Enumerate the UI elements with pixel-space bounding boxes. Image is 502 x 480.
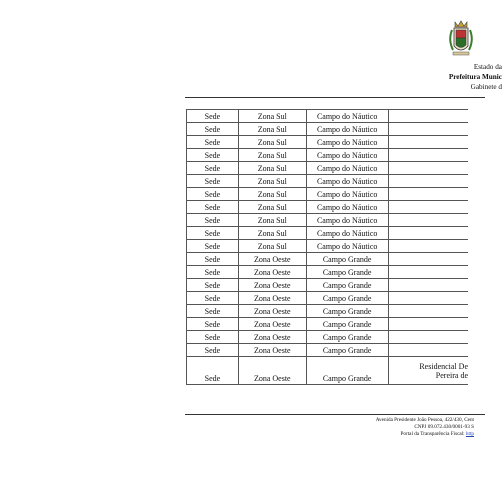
table-cell-c3: Campo Grande: [306, 266, 388, 279]
table-cell-c1: Sede: [187, 318, 239, 331]
table-row: [187, 110, 469, 123]
table-cell-c3: Campo do Náutico: [306, 162, 388, 175]
table-cell-c3: Campo do Náutico: [306, 227, 388, 240]
table-cell-c1: Sede: [187, 292, 239, 305]
table-cell-c2: Zona Oeste: [238, 357, 306, 385]
table-row: [187, 188, 469, 201]
footer-portal: [401, 431, 475, 438]
table-cell-c2: Zona Sul: [238, 201, 306, 214]
data-table: [186, 109, 468, 385]
table-cell-c4: [388, 227, 468, 240]
table-cell-c2: Zona Sul: [238, 214, 306, 227]
table-cell-c1: Sede: [187, 136, 239, 149]
table-cell-c3: Campo do Náutico: [306, 110, 388, 123]
table-row: [187, 201, 469, 214]
header-divider: [185, 97, 485, 98]
table-cell-c2: Zona Oeste: [238, 266, 306, 279]
table-row: [187, 123, 469, 136]
table-cell-c1: Sede: [187, 123, 239, 136]
table-cell-c1: Sede: [187, 201, 239, 214]
table-cell-c1: Sede: [187, 214, 239, 227]
table-cell-c1: Sede: [187, 357, 239, 385]
table-cell-c1: Sede: [187, 331, 239, 344]
table-row: [187, 149, 469, 162]
table-cell-c4: [388, 305, 468, 318]
table-cell-c3: Campo Grande: [306, 357, 388, 385]
table-cell-c2: Zona Sul: [238, 110, 306, 123]
table-row: [187, 279, 469, 292]
table-cell-c2: Zona Sul: [238, 136, 306, 149]
table-cell-c3: Campo do Náutico: [306, 214, 388, 227]
table-row: [187, 240, 469, 253]
table-cell-c1: Sede: [187, 240, 239, 253]
table-cell-c1: Sede: [187, 162, 239, 175]
table-cell-c2: Zona Sul: [238, 123, 306, 136]
table-cell-c4: [388, 123, 468, 136]
table-cell-c2: Zona Sul: [238, 175, 306, 188]
table-cell-c2: Zona Oeste: [238, 292, 306, 305]
table-cell-c3: Campo Grande: [306, 331, 388, 344]
table-cell-c4: [388, 279, 468, 292]
table-row: [187, 227, 469, 240]
table-cell-c3: Campo Grande: [306, 279, 388, 292]
table-cell-c2: Zona Oeste: [238, 253, 306, 266]
table-cell-c2: Zona Oeste: [238, 305, 306, 318]
table-cell-c4: [388, 149, 468, 162]
table-row: [187, 318, 469, 331]
table-cell-c2: Zona Sul: [238, 162, 306, 175]
table-cell-c2: Zona Oeste: [238, 318, 306, 331]
table-row: [187, 214, 469, 227]
table-cell-c2: Zona Oeste: [238, 331, 306, 344]
table-row: [187, 253, 469, 266]
table-cell-c1: Sede: [187, 188, 239, 201]
table-cell-c1: Sede: [187, 305, 239, 318]
table-row: [187, 175, 469, 188]
footer-portal-label: Portal da Transparência Fiscal:: [400, 431, 466, 437]
table-row: [187, 357, 469, 385]
table-cell-c4: [388, 344, 468, 357]
table-cell-c4: [388, 240, 468, 253]
table-cell-c2: Zona Sul: [238, 240, 306, 253]
table-cell-c1: Sede: [187, 279, 239, 292]
table-row: [187, 344, 469, 357]
footer-divider: [185, 414, 485, 415]
table-row: [187, 266, 469, 279]
header-state-line: Estado da: [473, 63, 502, 71]
table-cell-c2: Zona Oeste: [238, 279, 306, 292]
table-cell-c3: Campo do Náutico: [306, 123, 388, 136]
table-cell-c3: Campo do Náutico: [306, 240, 388, 253]
table-cell-c2: Zona Sul: [238, 149, 306, 162]
table-cell-c3: Campo Grande: [306, 344, 388, 357]
table-cell-c3: Campo do Náutico: [306, 201, 388, 214]
table-cell-c3: Campo Grande: [306, 305, 388, 318]
table-cell-c4: [388, 266, 468, 279]
table-cell-c1: Sede: [187, 175, 239, 188]
table-cell-c2: Zona Oeste: [238, 344, 306, 357]
table-cell-c3: Campo do Náutico: [306, 175, 388, 188]
table-cell-c3: Campo Grande: [306, 292, 388, 305]
table-cell-c4: Residencial De Pereira de: [388, 357, 468, 385]
table-cell-c2: Zona Sul: [238, 188, 306, 201]
table-cell-c1: Sede: [187, 227, 239, 240]
table-cell-c4: [388, 175, 468, 188]
table-cell-c3: Campo do Náutico: [306, 188, 388, 201]
header-office-line: Gabinete d: [470, 83, 502, 91]
table-cell-c4: [388, 188, 468, 201]
table-cell-c1: Sede: [187, 253, 239, 266]
table-cell-c4: [388, 110, 468, 123]
table-cell-c3: Campo do Náutico: [306, 149, 388, 162]
table-row: [187, 331, 469, 344]
table-cell-c4: [388, 292, 468, 305]
footer-cnpj: CNPJ 09.072.430/0001-93 S: [414, 424, 474, 430]
table-cell-c4: [388, 318, 468, 331]
table-row: [187, 305, 469, 318]
table-cell-c4: [388, 201, 468, 214]
table-cell-c2: Zona Sul: [238, 227, 306, 240]
table-cell-c4: [388, 162, 468, 175]
footer-address: Avenida Presidente João Pessoa, 422/430, Cent: [375, 417, 474, 423]
table-cell-c3: Campo Grande: [306, 253, 388, 266]
table-cell-c1: Sede: [187, 149, 239, 162]
table-cell-c1: Sede: [187, 344, 239, 357]
table-cell-c1: Sede: [187, 110, 239, 123]
table-row: [187, 292, 469, 305]
transparency-portal-link[interactable]: http: [465, 431, 474, 437]
table-cell-c4: [388, 136, 468, 149]
table-cell-c3: Campo do Náutico: [306, 136, 388, 149]
table-cell-c4: [388, 331, 468, 344]
table-cell-c4: [388, 214, 468, 227]
header-prefecture-line: Prefeitura Munic: [448, 73, 502, 81]
table-cell-c3: Campo Grande: [306, 318, 388, 331]
table-row: [187, 136, 469, 149]
municipal-crest-icon: [446, 16, 476, 60]
table-row: [187, 162, 469, 175]
table-cell-c1: Sede: [187, 266, 239, 279]
table-cell-c4: [388, 253, 468, 266]
